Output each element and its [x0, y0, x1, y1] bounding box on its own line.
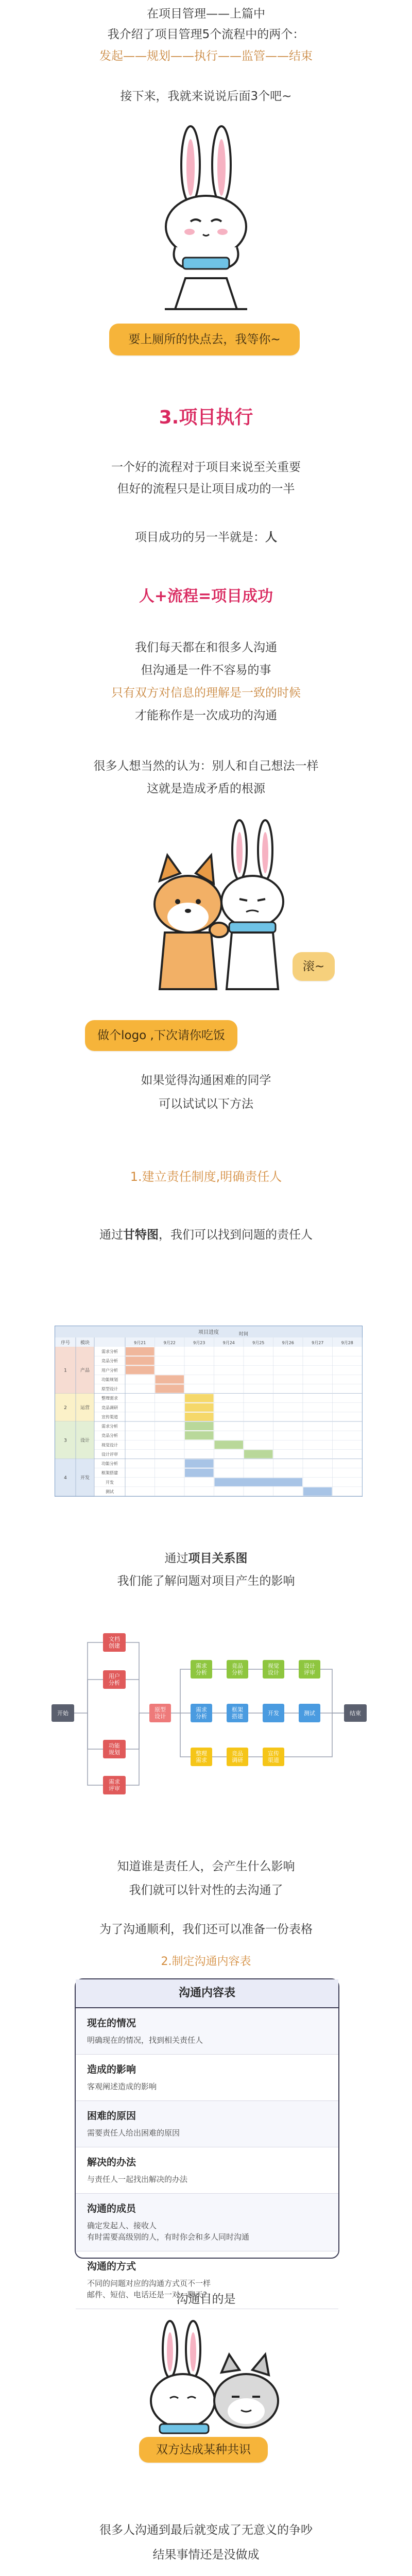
relation-para-3: 为了沟通顺利，我们还可以准备一份表格 — [99, 1923, 313, 1936]
section-title-execution: 3.项目执行 — [159, 407, 253, 428]
intro-line-1: 在项目管理——上篇中 — [147, 7, 265, 21]
exec-para-7: 才能称作是一次成功的沟通 — [135, 709, 277, 722]
intro-flow: 发起——规划——执行——监管——结束 — [99, 49, 313, 63]
gantt-date-label: 9月27 — [312, 1341, 324, 1345]
flow-node-blue-3: 开发 — [263, 1704, 284, 1722]
exec-para-1: 一个好的流程对于项目来说至关重要 — [111, 461, 301, 474]
comm-purpose: 沟通目的是 — [176, 2293, 236, 2306]
gantt-bar — [156, 1385, 184, 1393]
exec-para-3 — [0, 528, 412, 545]
comm-card-row-value: 与责任人一起找出解决的办法 — [87, 2175, 188, 2184]
comm-last-1: 很多人沟通到最后就变成了无意义的争吵 — [99, 2523, 313, 2537]
flow-node-start: 开始 — [52, 1704, 74, 1722]
gantt-task-label: 需求分析 — [101, 1349, 118, 1354]
relation-intro-bold: 项目关系图 — [188, 1552, 248, 1565]
comm-card-row-value: 客观阐述造成的影响 — [87, 2082, 157, 2091]
comm-card-title: 沟通内容表 — [76, 1979, 338, 2008]
gantt-bar — [185, 1403, 214, 1412]
gantt-group-name: 开发 — [80, 1475, 90, 1481]
gantt-chart — [55, 1326, 363, 1497]
gantt-bar — [126, 1357, 154, 1365]
gantt-bar — [303, 1487, 332, 1496]
speech-bubble-left: 做个logo ,下次请你吃饭 — [85, 1020, 237, 1051]
exec-para-5: 但沟通是一件不容易的事 — [141, 664, 271, 677]
gantt-bar — [126, 1347, 154, 1355]
consensus-speech-bubble: 双方达成某种共识 — [139, 2437, 268, 2463]
flow-node-yellow-2: 竞品 调研 — [227, 1748, 248, 1766]
relation-intro-prefix: 通过 — [164, 1552, 188, 1565]
dog-and-rabbit-illustration — [144, 819, 299, 1015]
exec-para-11: 可以试试以下方法 — [159, 1097, 253, 1111]
comm-card-row — [76, 2055, 338, 2101]
gantt-date-label: 9月25 — [252, 1341, 265, 1345]
gantt-group-no: 2 — [64, 1405, 67, 1411]
flow-node-user-analysis: 用户 分析 — [103, 1670, 126, 1689]
gantt-chart-svg — [55, 1326, 362, 1496]
comm-card-row — [76, 2147, 338, 2194]
gantt-task-label: 开发 — [106, 1480, 114, 1485]
relation-diagram — [52, 1618, 371, 1819]
gantt-col-time: 时间 — [238, 1332, 249, 1337]
gantt-bar — [185, 1460, 214, 1468]
gantt-date-label: 9月23 — [193, 1341, 205, 1345]
flow-node-doc: 文档 创建 — [103, 1633, 126, 1652]
comm-card-row-value: 不同的问题对应的沟通方式页不一样 邮件、短信、电话还是一对一聊天? — [87, 2279, 211, 2299]
gantt-title: 项目进度 — [198, 1330, 219, 1335]
gantt-task-label: 原型设计 — [101, 1386, 118, 1392]
subsection-title-responsibility: 1.建立责任制度,明确责任人 — [130, 1170, 282, 1184]
exec-para-6: 只有双方对信息的理解是一致的时候 — [111, 686, 301, 700]
flow-node-feature-plan: 功能 规划 — [103, 1740, 126, 1758]
comm-card-row-key: 困难的原因 — [87, 2110, 136, 2122]
relation-intro-1 — [0, 1549, 412, 1566]
comm-card-rows — [76, 2008, 338, 2309]
speech-bubble-right: 滚~ — [293, 952, 335, 981]
gantt-task-label: 视觉设计 — [101, 1443, 118, 1448]
flow-node-green-3: 视觉 设计 — [263, 1660, 284, 1679]
success-formula: 人+流程=项目成功 — [139, 587, 273, 605]
comm-card-row-key: 解决的办法 — [87, 2157, 136, 2168]
relation-para-2: 我们就可以针对性的去沟通了 — [129, 1884, 283, 1897]
comm-card-row-value: 明确现在的情况，找到相关责任人 — [87, 2036, 203, 2045]
gantt-bar — [156, 1375, 184, 1383]
waiting-speech-bubble: 要上厕所的快点去，我等你~ — [109, 324, 300, 355]
gantt-task-label: 框架搭建 — [101, 1470, 118, 1476]
flow-node-blue-4: 测试 — [299, 1704, 320, 1722]
gantt-task-label: 整理需求 — [101, 1396, 118, 1401]
gantt-bar — [244, 1450, 273, 1458]
gantt-date-label: 9月28 — [341, 1341, 353, 1345]
comm-last-2: 结果事情还是没做成 — [152, 2548, 260, 2562]
comm-card-row — [76, 2008, 338, 2055]
gantt-task-label: 宣传渠道 — [101, 1414, 118, 1419]
gantt-group-name: 产品 — [80, 1368, 90, 1374]
gantt-intro-bold: 甘特图 — [123, 1228, 159, 1242]
gantt-bar — [215, 1440, 244, 1449]
gantt-task-label: 设计评审 — [101, 1452, 118, 1457]
flow-node-green-2: 竞品 分析 — [227, 1660, 248, 1679]
intro-line-3: 接下来，我就来说说后面3个吧~ — [120, 90, 292, 103]
gantt-bar — [185, 1422, 214, 1430]
flow-node-req-review: 需求 评审 — [103, 1776, 126, 1794]
gantt-task-label: 测试 — [106, 1489, 114, 1494]
gantt-task-label: 用户分析 — [101, 1368, 118, 1373]
gantt-bar — [126, 1366, 154, 1374]
exec-para-9: 这就是造成矛盾的根源 — [147, 782, 265, 795]
comm-card-row-value: 确定发起人、接收人 有时需要高级别的人，有时你会和多人同时沟通 — [87, 2221, 250, 2242]
comm-card-row-key: 造成的影响 — [87, 2064, 136, 2075]
gantt-task-label: 功能分析 — [101, 1461, 118, 1466]
relation-intro-2: 我们能了解问题对项目产生的影响 — [117, 1574, 295, 1588]
gantt-bar — [185, 1394, 214, 1402]
flow-node-prototype: 原型 设计 — [149, 1704, 171, 1722]
gantt-group-no: 1 — [64, 1368, 67, 1374]
flow-node-green-1: 需求 分析 — [191, 1660, 212, 1679]
gantt-date-label: 9月26 — [282, 1341, 294, 1345]
comm-content-card — [75, 1978, 339, 2299]
gantt-date-label: 9月21 — [134, 1341, 146, 1345]
flow-node-blue-1: 需求 分析 — [191, 1704, 212, 1722]
gantt-group-no: 3 — [64, 1438, 67, 1444]
gantt-bar — [185, 1469, 214, 1477]
exec-para-3-bold: 人 — [265, 531, 277, 544]
gantt-task-label: 功能规划 — [101, 1377, 118, 1382]
gantt-intro-suffix: ，我们可以找到问题的责任人 — [159, 1228, 313, 1242]
gantt-task-label: 竞品分析 — [101, 1433, 118, 1438]
gantt-bar — [185, 1431, 214, 1439]
comm-card-row — [76, 2101, 338, 2147]
exec-para-8: 很多人想当然的认为：别人和自己想法一样 — [93, 759, 319, 773]
gantt-col-module: 模块 — [80, 1341, 90, 1346]
exec-para-2: 但好的流程只是让项目成功的一半 — [117, 482, 295, 496]
intro-line-2: 我介绍了项目管理5个流程中的两个： — [107, 28, 305, 41]
gantt-group-name: 运营 — [80, 1405, 90, 1411]
exec-para-4: 我们每天都在和很多人沟通 — [135, 641, 277, 654]
rabbit-thinking-illustration — [154, 124, 258, 330]
comm-card-row — [76, 2194, 338, 2251]
gantt-group-no: 4 — [64, 1475, 67, 1481]
subsection-title-comm-table: 2.制定沟通内容表 — [161, 1955, 251, 1968]
gantt-col-seq: 序号 — [60, 1341, 71, 1346]
comm-card-row-key: 沟通的方式 — [87, 2261, 136, 2272]
gantt-bar — [185, 1413, 214, 1421]
exec-para-3-prefix: 项目成功的另一半就是： — [135, 531, 265, 544]
flow-node-green-4: 设计 评审 — [299, 1660, 320, 1679]
gantt-intro — [0, 1225, 412, 1242]
gantt-intro-prefix: 通过 — [99, 1228, 123, 1242]
flow-node-end: 结束 — [344, 1704, 367, 1722]
comm-card-row-key: 沟通的成员 — [87, 2203, 136, 2214]
gantt-task-label: 竞品分析 — [101, 1359, 118, 1364]
gantt-date-label: 9月24 — [222, 1341, 235, 1345]
gantt-date-label: 9月22 — [163, 1341, 176, 1345]
comm-card-row-value: 需要责任人给出困难的原因 — [87, 2128, 180, 2138]
gantt-group-name: 设计 — [80, 1438, 90, 1444]
flow-node-yellow-1: 整理 需求 — [191, 1748, 212, 1766]
exec-para-10: 如果觉得沟通困难的同学 — [141, 1074, 271, 1087]
flow-node-blue-2: 框架 搭建 — [227, 1704, 248, 1722]
gantt-task-label: 竞品调研 — [101, 1405, 118, 1410]
gantt-task-label: 需求分析 — [101, 1424, 118, 1429]
flow-node-yellow-3: 宣传 渠道 — [263, 1748, 284, 1766]
comm-card-row-key: 现在的情况 — [87, 2018, 136, 2029]
gantt-bar — [215, 1478, 303, 1486]
relation-para-1: 知道谁是责任人，会产生什么影响 — [117, 1860, 295, 1873]
